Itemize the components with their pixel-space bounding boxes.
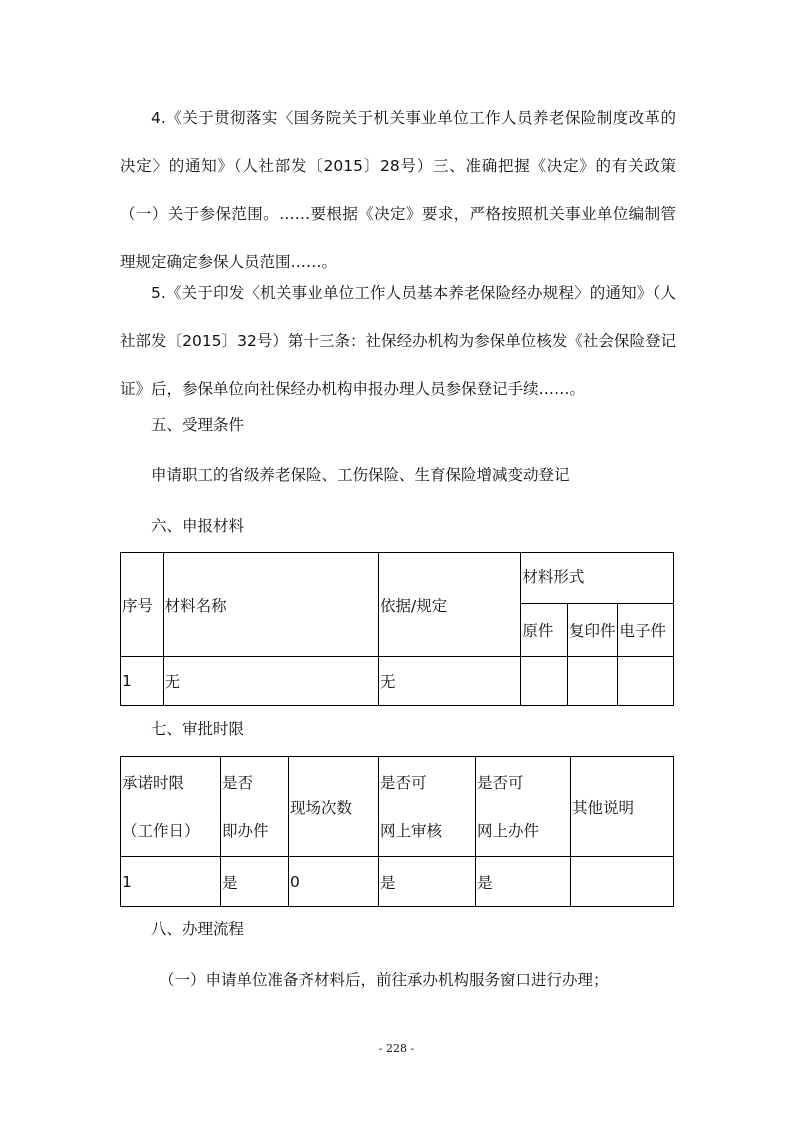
- header-promise-period: [121, 757, 221, 857]
- header-online-handle-line1: 是否可: [477, 773, 524, 792]
- cell-index: 1: [121, 657, 164, 706]
- page-number: - 228 -: [378, 1042, 415, 1055]
- header-basis: 依据/规定: [378, 553, 520, 657]
- cell-online-handle: 是: [476, 857, 571, 907]
- process-step-1: （一）申请单位准备齐材料后，前往承办机构服务窗口进行办理；: [159, 971, 609, 989]
- cell-copy: [567, 657, 618, 706]
- header-material-form: 材料形式: [521, 553, 674, 604]
- header-online-review-line2: 网上审核: [380, 821, 443, 840]
- header-online-review: [379, 757, 476, 857]
- cell-original: [521, 657, 568, 706]
- cell-material-name: 无: [163, 657, 378, 706]
- table-row: [121, 857, 674, 907]
- header-online-review-line1: 是否可: [380, 773, 427, 792]
- header-instant-line2: 即办件: [222, 821, 269, 840]
- cell-basis: 无: [378, 657, 520, 706]
- header-instant-line1: 是否: [222, 773, 254, 792]
- cell-other-notes: [571, 857, 674, 907]
- cell-promise-period: 1: [121, 857, 221, 907]
- materials-table: [120, 552, 674, 706]
- header-electronic: 电子件: [618, 604, 674, 657]
- section-title-process: 八、办理流程: [151, 920, 245, 938]
- paragraph-policy-4: 4.《关于贯彻落实〈国务院关于机关事业单位工作人员养老保险制度改革的决定〉的通知》（人社部发〔2015〕28号）三、准确把握《决定》的有关政策（一）关于参保范围。……要根据《决定》要求，严格按照机关事业单位编制管理规定确定参保人员范围……。: [120, 109, 676, 271]
- section-title-time-limit: 七、审批时限: [151, 720, 245, 738]
- header-material-name: 材料名称: [163, 553, 378, 657]
- cell-online-review: 是: [379, 857, 476, 907]
- header-online-handle: [476, 757, 571, 857]
- cell-visits: 0: [289, 857, 379, 907]
- header-promise-line2: （工作日）: [122, 821, 200, 840]
- cell-electronic: [618, 657, 674, 706]
- header-original: 原件: [521, 604, 568, 657]
- header-visits: 现场次数: [289, 757, 379, 857]
- section-title-materials: 六、申报材料: [151, 517, 245, 535]
- header-online-handle-line2: 网上办件: [477, 821, 540, 840]
- paragraph-policy-5: 5.《关于印发〈机关事业单位工作人员基本养老保险经办规程〉的通知》（人社部发〔2015〕32号）第十三条：社保经办机构为参保单位核发《社会保险登记证》后，参保单位向社保经办机构申报办理人员参保登记手续……。: [120, 284, 676, 398]
- cell-instant: 是: [221, 857, 289, 907]
- header-copy: 复印件: [567, 604, 618, 657]
- section-body-acceptance: 申请职工的省级养老保险、工伤保险、生育保险增减变动登记: [151, 466, 570, 484]
- header-promise-line1: 承诺时限: [122, 773, 185, 792]
- header-index: 序号: [121, 553, 164, 657]
- section-title-acceptance: 五、受理条件: [151, 416, 245, 434]
- header-instant: [221, 757, 289, 857]
- header-other-notes: 其他说明: [571, 757, 674, 857]
- table-row: [121, 657, 674, 706]
- time-limit-table: [120, 756, 674, 907]
